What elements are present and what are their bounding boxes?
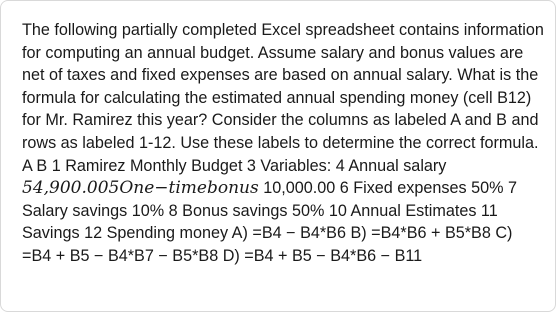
question-math-fragment: 54,900.005One−timebonus	[22, 178, 259, 199]
question-text-part1: The following partially completed Excel spreadsheet contains information for computing an annual budget. Assume salary and bonus values are net of taxes and fixed expenses are based on annual salary. What is the formula for calculating the estimated annual spending money (cell B12) for Mr. Ramirez this year? Consider the columns as labeled A and B and rows as labeled 1-12. Use these labels to determine the correct formula. A B 1 Ramirez Monthly Budget 3 Variables: 4 Annual salary	[22, 21, 544, 175]
question-text-part2: 10,000.00 6 Fixed expenses 50% 7 Salary savings 10% 8 Bonus savings 50% 10 Annual Estimates 11 Savings 12 Spending money A) =B4 − B4*B6 B) =B4*B6 + B5*B8 C) =B4 + B5 − B4*B7 − B5*B8 D) =B4 + B5 − B4*B6 − B11	[22, 179, 517, 265]
question-text	[22, 19, 544, 268]
